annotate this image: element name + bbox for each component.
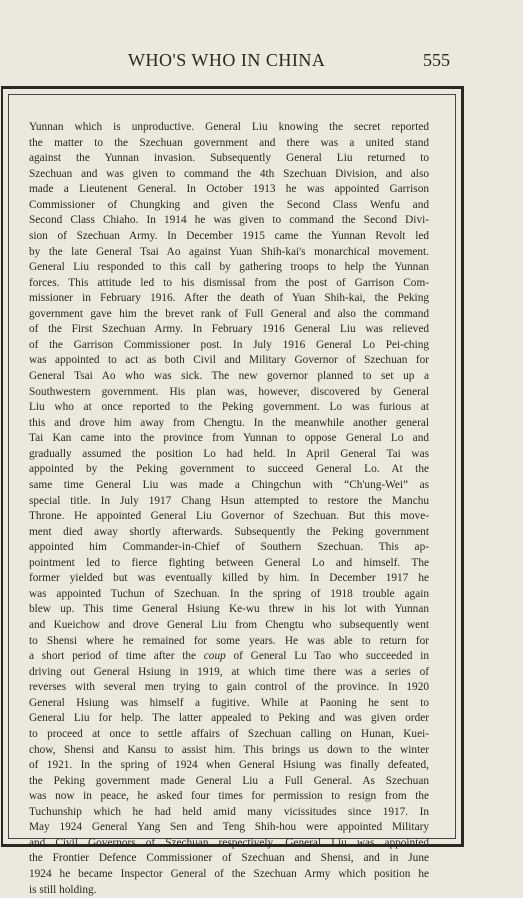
text-line: of 1921. In the spring of 1924 when General Hsiung was finally defeated,	[29, 759, 429, 772]
text-line: the matter to the Szechuan government and there was a united stand	[29, 136, 429, 149]
text-line: missioner in February 1916. After the death of Yuan Shih-kai, the Peking	[29, 292, 429, 305]
text-line: Second Class Chiaho. In 1914 he was given to command the Second Divi-	[29, 214, 429, 227]
text-line: chow, Shensi and Kansu to assist him. This brings us down to the winter	[29, 743, 429, 756]
text-line: made a Lieutenent General. In October 1913 he was appointed Garrison	[29, 183, 429, 196]
text-line: this and drove him away from Chengtu. In the meanwhile another general	[29, 416, 429, 429]
text-line: Liu who at once reported to the Peking government. Lo was furious at	[29, 401, 429, 414]
text-line: driving out General Hsiung in 1919, at which time there was a series of	[29, 665, 429, 678]
text-line: gradually assumed the position Lo had held. In April General Tai was	[29, 447, 429, 460]
text-line: the Frontier Defence Commissioner of Szechuan and Shensi, and in June	[29, 852, 429, 865]
text-line: the Peking government made General Liu a Full General. As Szechuan	[29, 774, 429, 787]
text-line: government gave him the brevet rank of Full General and also the command	[29, 307, 429, 320]
text-line: Southwestern government. His plan was, however, discovered by General	[29, 385, 429, 398]
text-line: and Civil Governors of Szechuan respectively. General Liu was appointed	[29, 836, 429, 849]
text-line: Szechuan and was given to command the 4th Szechuan Division, and also	[29, 167, 429, 180]
biography-text	[29, 120, 429, 898]
text-line: former yielded but was eventually killed by him. In December 1917 he	[29, 572, 429, 585]
text-line: forces. This attitude led to his dismissal from the post of Garrison Com-	[29, 276, 429, 289]
text-line: appointed by the Peking government to succeed General Lo. At the	[29, 463, 429, 476]
text-line: blew up. This time General Hsiung Ke-wu threw in his lot with Yunnan	[29, 603, 429, 616]
page-number: 555	[423, 50, 450, 70]
text-line: of the First Szechuan Army. In February 1916 General Liu was relieved	[29, 323, 429, 336]
text-line: Commissioner of Chungking and given the Second Class Wenfu and	[29, 198, 429, 211]
text-line: a short period of time after the coup of General Lu Tao who succeeded in	[29, 650, 430, 663]
text-line: was appointed to act as both Civil and Military Governor of Szechuan for	[29, 354, 429, 367]
text-line: General Liu responded to this call by gathering troops to help the Yunnan	[29, 261, 429, 274]
text-line: Tai Kan came into the province from Yunnan to oppose General Lo and	[29, 432, 429, 445]
text-line: General Hsiung was himself a fugitive. While at Paoning he sent to	[29, 696, 429, 709]
text-line: pointment led to fierce fighting between General Lo and himself. The	[29, 556, 429, 569]
text-line: General Liu for help. The latter appealed to Peking and was given order	[29, 712, 429, 725]
text-line: Tuchunship which he had held amid many vicissitudes since 1917. In	[29, 805, 429, 818]
text-line: was appointed Tuchun of Szechuan. In the spring of 1918 trouble again	[29, 587, 429, 600]
text-line: sion of Szechuan Army. In December 1915 came the Yunnan Revolt led	[29, 229, 429, 242]
text-line: General Tsai Ao who was sick. The new governor planned to set up a	[29, 370, 429, 382]
text-line: and Kueichow and drove General Liu from Chengtu who subsequently went	[29, 619, 429, 631]
text-line: against the Yunnan invasion. Subsequently General Liu returned to	[29, 152, 429, 165]
text-line: May 1924 General Yang Sen and Teng Shih-hou were appointed Military	[29, 821, 429, 834]
text-line: same time General Liu was made a Chingchun with “Ch'ung-Wei” as	[29, 478, 429, 491]
text-line: Throne. He appointed General Liu Governor of Szechuan. But this move-	[29, 510, 429, 523]
text-line: of the Garrison Commissioner post. In July 1916 General Lo Pei-ching	[29, 338, 429, 351]
text-line: to Shensi where he remained for some years. He was able to return for	[29, 634, 429, 647]
running-title: WHO'S WHO IN CHINA	[128, 50, 326, 70]
text-line: to proceed at once to settle affairs of Szechuan calling on Hunan, Kuei-	[29, 727, 429, 740]
text-line: special title. In July 1917 Chang Hsun attempted to restore the Manchu	[29, 494, 429, 507]
text-line: Yunnan which is unproductive. General Liu knowing the secret reported	[29, 121, 429, 133]
text-line: ment died away shortly afterwards. Subsequently the Peking government	[29, 525, 429, 538]
text-line: is still holding.	[29, 883, 97, 896]
text-line: by the late General Tsai Ao against Yuan Shih-kai's monarchical movement.	[29, 245, 429, 258]
text-line: reverses with several men trying to gain control of the province. In 1920	[29, 681, 429, 694]
text-line: appointed him Commander-in-Chief of Southern Szechuan. This ap-	[29, 541, 429, 554]
text-line: was now in peace, he asked four times for permission to resign from the	[29, 790, 429, 803]
text-line: 1924 he became Inspector General of the Szechuan Army which position he	[29, 868, 429, 880]
page-header	[0, 50, 523, 74]
